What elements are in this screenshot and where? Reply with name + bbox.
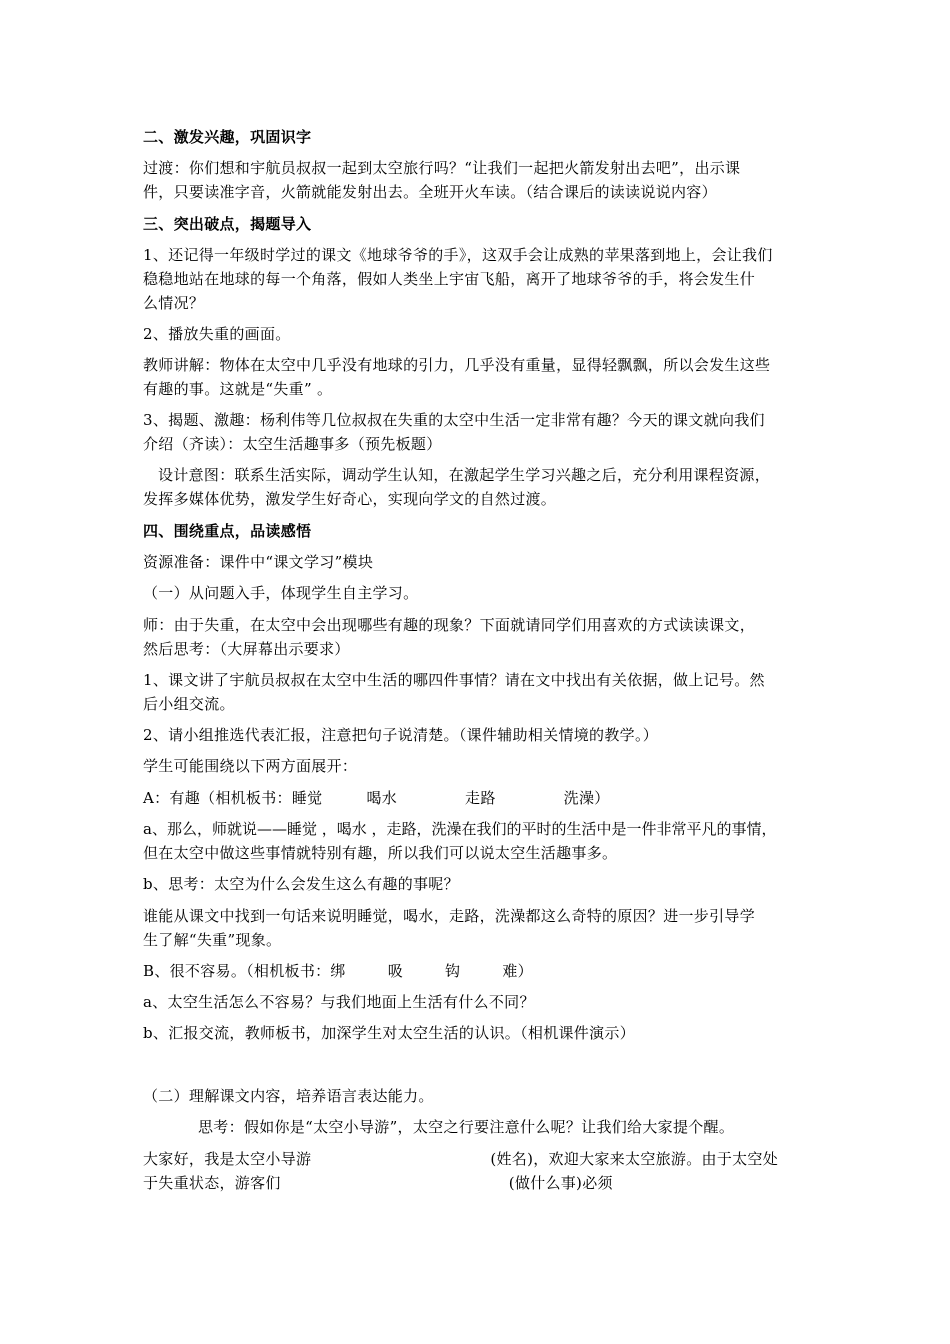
section-heading-4: 四、围绕重点，品读感悟 <box>143 522 312 540</box>
paragraph-line: 件，只要读准字音，火箭就能发射出去。全班开火车读。（结合课后的读读说说内容） <box>143 183 717 201</box>
subsection-heading: （二）理解课文内容，培养语言表达能力。 <box>143 1087 434 1105</box>
paragraph-line: 但在太空中做这些事情就特别有趣，所以我们可以说太空生活趣事多。 <box>143 844 618 862</box>
paragraph-line: 过渡：你们想和宇航员叔叔一起到太空旅行吗？“让我们一起把火箭发射出去吧”，出示课 <box>143 159 741 177</box>
section-heading-2: 二、激发兴趣，巩固识字 <box>143 128 312 146</box>
paragraph-line: a、太空生活怎么不容易？与我们地面上生活有什么不同？ <box>143 993 535 1011</box>
paragraph-line: 思考：假如你是“太空小导游”，太空之行要注意什么呢？让我们给大家提个醒。 <box>198 1118 735 1136</box>
section-heading-3: 三、突出破点，揭题导入 <box>143 215 312 233</box>
paragraph-line: 学生可能围绕以下两方面展开： <box>143 757 358 775</box>
paragraph-line: 么情况？ <box>143 294 205 312</box>
paragraph-line: 师：由于失重，在太空中会出现哪些有趣的现象？下面就请同学们用喜欢的方式读读课文， <box>143 616 756 634</box>
fill-in-line <box>143 1173 613 1193</box>
fill-in-text: (做什么事)必须 <box>508 1174 613 1192</box>
paragraph-line: 生了解“失重”现象。 <box>143 931 282 949</box>
fill-in-text: 于失重状态，游客们 <box>143 1174 281 1192</box>
paragraph-line: b、思考：太空为什么会发生这么有趣的事呢？ <box>143 875 459 893</box>
board-notes-difficult-intro: B、很不容易。（相机板书：绑 <box>143 962 346 980</box>
board-note-item: 钩 <box>445 962 461 980</box>
paragraph-line: 谁能从课文中找到一句话来说明睡觉，喝水，走路，洗澡都这么奇特的原因？进一步引导学 <box>143 907 756 925</box>
fill-in-text: (姓名)，欢迎大家来太空旅游。由于太空处 <box>490 1150 779 1168</box>
paragraph-line: b、汇报交流，教师板书，加深学生对太空生活的认识。（相机课件演示） <box>143 1024 636 1042</box>
paragraph-line: 稳稳地站在地球的每一个角落，假如人类坐上宇宙飞船，离开了地球爷爷的手，将会发生什 <box>143 270 756 288</box>
board-note-item: 难） <box>502 962 533 980</box>
paragraph-line: 后小组交流。 <box>143 695 235 713</box>
paragraph-line: （一）从问题入手，体现学生自主学习。 <box>143 584 419 602</box>
paragraph-line: 设计意图：联系生活实际，调动学生认知，在激起学生学习兴趣之后，充分利用课程资源， <box>158 466 771 484</box>
board-note-item: 吸 <box>387 962 404 980</box>
fill-in-text: 大家好，我是太空小导游 <box>143 1150 312 1168</box>
board-notes-fun-intro: A：有趣（相机板书：睡觉 <box>143 789 323 807</box>
paragraph-line: 2、请小组推选代表汇报，注意把句子说清楚。（课件辅助相关情境的教学。） <box>143 726 659 744</box>
paragraph-line: 资源准备：课件中“课文学习”模块 <box>143 553 374 571</box>
paragraph-line: 有趣的事。这就是“失重” 。 <box>143 380 333 398</box>
paragraph-line: 然后思考：（大屏幕出示要求） <box>143 640 350 658</box>
paragraph-line: 发挥多媒体优势，激发学生好奇心，实现向学文的自然过渡。 <box>143 490 557 508</box>
board-note-item: 洗澡） <box>563 789 610 807</box>
paragraph-line: 2、播放失重的画面。 <box>143 325 291 343</box>
paragraph-line: 1、课文讲了宇航员叔叔在太空中生活的哪四件事情？请在文中找出有关依据，做上记号。然 <box>143 671 765 689</box>
board-notes-difficult <box>143 961 533 981</box>
paragraph-line: a、那么，师就说——睡觉 ，喝水 ，走路，洗澡在我们的平时的生活中是一件非常平凡的事情， <box>143 820 777 838</box>
fill-in-line <box>143 1149 778 1169</box>
paragraph-line: 教师讲解：物体在太空中几乎没有地球的引力，几乎没有重量，显得轻飘飘，所以会发生这些 <box>143 356 771 374</box>
paragraph-line: 3、揭题、激趣：杨利伟等几位叔叔在失重的太空中生活一定非常有趣？今天的课文就向我们 <box>143 411 765 429</box>
board-note-item: 走路 <box>465 789 496 807</box>
board-notes-fun <box>143 788 610 808</box>
paragraph-line: 1、还记得一年级时学过的课文《地球爷爷的手》，这双手会让成熟的苹果落到地上，会让我们 <box>143 246 773 264</box>
paragraph-line: 介绍（齐读）：太空生活趣事多（预先板题） <box>143 435 442 453</box>
board-note-item: 喝水 <box>366 789 398 807</box>
